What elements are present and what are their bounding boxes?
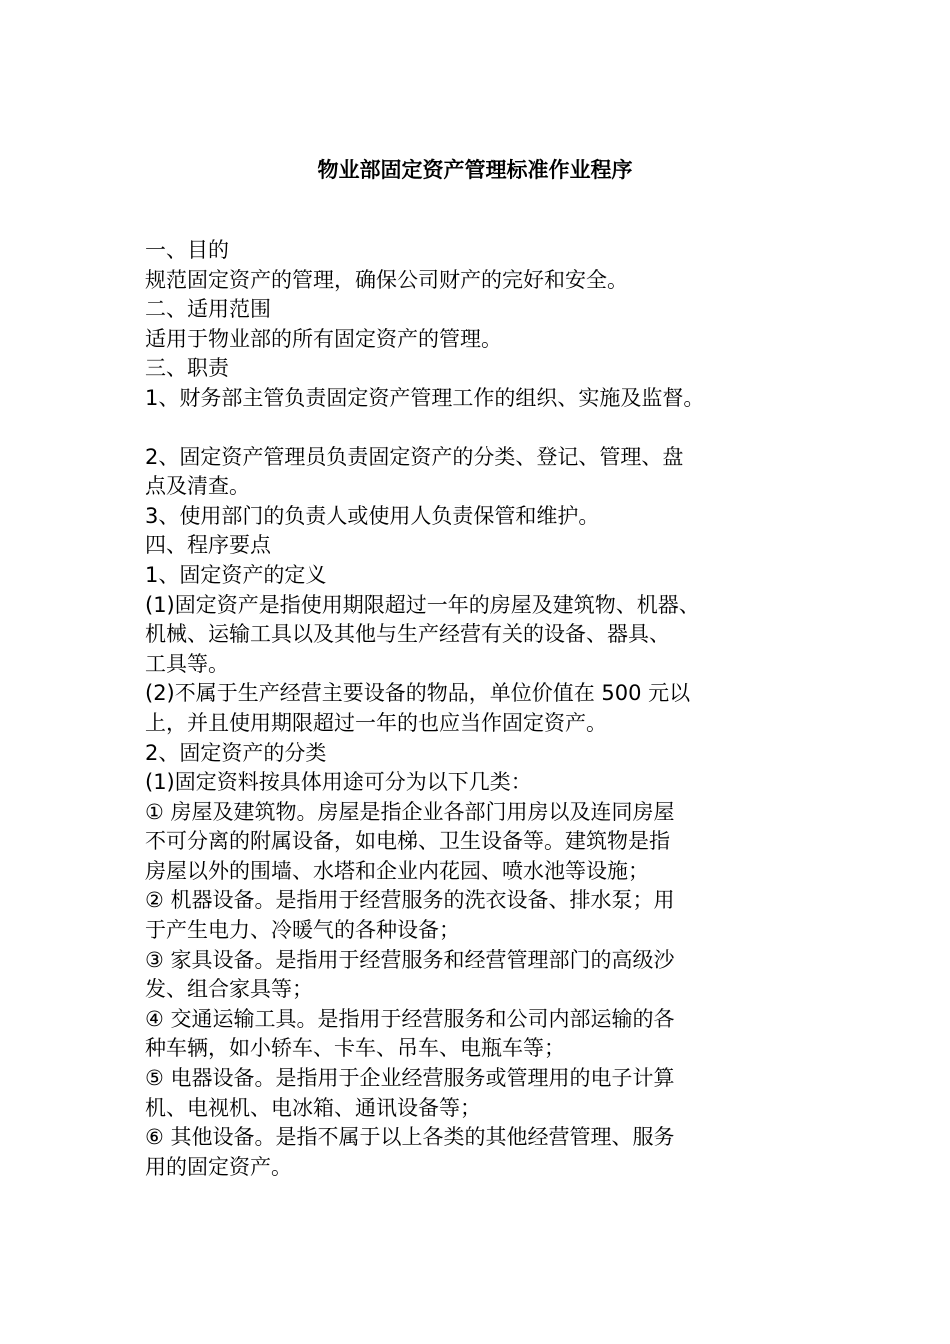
subsection-heading: 2、固定资产的分类 bbox=[145, 740, 327, 765]
list-item: ③ 家具设备。是指用于经营服务和经营管理部门的高级沙 bbox=[145, 947, 675, 972]
list-item: 不可分离的附属设备，如电梯、卫生设备等。建筑物是指 bbox=[145, 829, 670, 854]
list-item: ① 房屋及建筑物。房屋是指企业各部门用房以及连同房屋 bbox=[145, 799, 675, 824]
body-line: 3、使用部门的负责人或使用人负责保管和维护。 bbox=[145, 503, 600, 528]
list-item: ⑥ 其他设备。是指不属于以上各类的其他经营管理、服务 bbox=[145, 1125, 675, 1150]
section-heading-procedure: 四、程序要点 bbox=[145, 533, 271, 558]
body-line: 点及清查。 bbox=[145, 474, 250, 499]
body-line: 1、财务部主管负责固定资产管理工作的组织、实施及监督。 bbox=[145, 385, 705, 410]
list-item: 房屋以外的围墙、水塔和企业内花园、喷水池等设施； bbox=[145, 858, 649, 883]
body-line: 规范固定资产的管理，确保公司财产的完好和安全。 bbox=[145, 267, 628, 292]
document-body bbox=[145, 236, 825, 1182]
body-line: 2、固定资产管理员负责固定资产的分类、登记、管理、盘 bbox=[145, 444, 684, 469]
body-line: 上，并且使用期限超过一年的也应当作固定资产。 bbox=[145, 710, 607, 735]
list-item: 发、组合家具等； bbox=[145, 977, 313, 1002]
body-line: 机械、运输工具以及其他与生产经营有关的设备、器具、 bbox=[145, 622, 670, 647]
list-item: 用的固定资产。 bbox=[145, 1154, 292, 1179]
body-line: 工具等。 bbox=[145, 651, 229, 676]
list-item: 机、电视机、电冰箱、通讯设备等； bbox=[145, 1095, 481, 1120]
subsection-heading: 1、固定资产的定义 bbox=[145, 562, 327, 587]
section-heading-scope: 二、适用范围 bbox=[145, 297, 271, 322]
document-title: 物业部固定资产管理标准作业程序 bbox=[317, 158, 633, 182]
list-item: ⑤ 电器设备。是指用于企业经营服务或管理用的电子计算 bbox=[145, 1066, 675, 1091]
list-item: 种车辆，如小轿车、卡车、吊车、电瓶车等； bbox=[145, 1036, 565, 1061]
section-heading-responsibilities: 三、职责 bbox=[145, 356, 229, 381]
list-item: ② 机器设备。是指用于经营服务的洗衣设备、排水泵；用 bbox=[145, 888, 675, 913]
list-item: 于产生电力、冷暖气的各种设备； bbox=[145, 918, 460, 943]
body-line: (2)不属于生产经营主要设备的物品，单位价值在 500 元以 bbox=[145, 681, 691, 706]
list-item: ④ 交通运输工具。是指用于经营服务和公司内部运输的各 bbox=[145, 1006, 675, 1031]
body-line: 适用于物业部的所有固定资产的管理。 bbox=[145, 326, 502, 351]
body-line: (1)固定资产是指使用期限超过一年的房屋及建筑物、机器、 bbox=[145, 592, 700, 617]
body-line: (1)固定资料按具体用途可分为以下几类： bbox=[145, 770, 532, 795]
section-heading-purpose: 一、目的 bbox=[145, 238, 229, 262]
